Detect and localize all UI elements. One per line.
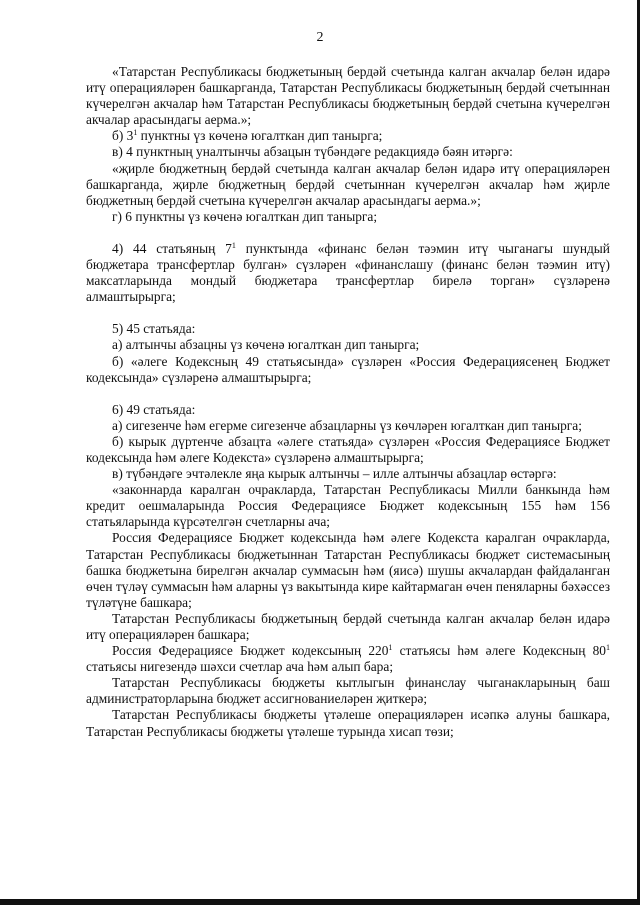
- paragraph: Татарстан Республикасы бюджеты кытлыгын финанслау чыганакларының баш администраторларына бюджет ассигнованиеләрен җиткерә;: [86, 675, 610, 707]
- paragraph: 6) 49 статьяда:: [112, 401, 196, 417]
- paragraph: Россия Федерациясе Бюджет кодексының $220^1$ статьясы һәм әлеге Кодексның $80^1$ статьясы нигезендә шәхси счетлар ача һәм алып бара;: [86, 643, 610, 675]
- paragraph: «Татарстан Республикасы бюджетының бердәй счетында калган акчалар белән идарә итү операцияләрен башкарганда, Татарстан Республикасы бюджетының бердәй счетыннан күчерелгән акчалар һәм Татарстан Республикасы бюджетының бердәй счетына күчерелгән акчалар арасындагы аерма.»;: [86, 64, 610, 128]
- paragraph: б) «әлеге Кодексның 49 статьясында» сүзләрен «Россия Федерациясенең Бюджет кодексында» сүзләренә алмаштырырга;: [86, 353, 610, 385]
- paragraph: г) 6 пунктны үз көченә югалткан дип танырга;: [112, 208, 378, 224]
- paragraph: б) $3^1$ пунктны үз көченә югалткан дип танырга;: [112, 128, 383, 144]
- paragraph: в) түбәндәге эчтәлекле яңа кырык алтынчы – илле алтынчы абзацлар өстәргә:: [112, 466, 557, 482]
- page-number: 2: [316, 30, 324, 45]
- paragraph: «законнарда каралган очракларда, Татарстан Республикасы Милли банкында һәм кредит оешмаларында Россия Федерациясе Бюджет кодексының 155 һәм 156 статьяларында күрсәтелгән счетларны ача;: [86, 482, 610, 530]
- paragraph: Татарстан Республикасы бюджетының бердәй счетында калган акчалар белән идарә итү операцияләрен башкара;: [86, 610, 610, 642]
- paragraph: «җирле бюджетның бердәй счетында калган акчалар белән идарә итү операцияләрен башкарганда, җирле бюджетның бердәй счетыннан күчерелгән акчалар һәм җирле бюджетның бердәй счетына күчерелгән акчалар арасындагы аерма.»;: [86, 160, 610, 208]
- paragraph: Россия Федерациясе Бюджет кодексында һәм әлеге Кодекста каралган очракларда, Татарстан Республикасы бюджетыннан Татарстан Республикасы бюджет системасының башка бюджетына бирелгән акчалар суммасын һәм (яисә) шушы акчалардан файдаланган өчен түләү суммасын һәм аларны үз вакытында кире кайтармаган өчен пеняларны бәхәссез түләтүне башкара;: [86, 530, 610, 610]
- document-body: [86, 64, 610, 740]
- paragraph: в) 4 пунктның уналтынчы абзацын түбәндәге редакциядә бәян итәргә:: [112, 144, 513, 160]
- scan-edge-bottom: [0, 899, 640, 905]
- paragraph: Татарстан Республикасы бюджеты үтәлеше операцияләрен исәпкә алуны башкара, Татарстан Республикасы бюджеты үтәлеше турында хисап төзи;: [86, 707, 610, 739]
- paragraph: а) сигезенче һәм егерме сигезенче абзацларны үз көчләрен югалткан дип танырга;: [112, 417, 582, 433]
- paragraph: б) кырык дүртенче абзацта «әлеге статьяда» сүзләрен «Россия Федерациясе Бюджет кодексында һәм әлеге Кодекста» сүзләренә алмаштырырга;: [86, 433, 610, 465]
- paragraph: 4) 44 статьяның $7^1$ пунктында «финанс белән тәэмин итү чыганагы шундый бюджетара трансфертлар булган» сүзләрен «финанслашу (финанс белән тәэмин итү) максатларында мондый бюджетара трансфертлар бирелә торган» сүзләренә алмаштырырга;: [86, 240, 610, 305]
- paragraph: а) алтынчы абзацны үз көченә югалткан дип танырга;: [112, 337, 420, 353]
- paragraph: 5) 45 статьяда:: [112, 321, 196, 337]
